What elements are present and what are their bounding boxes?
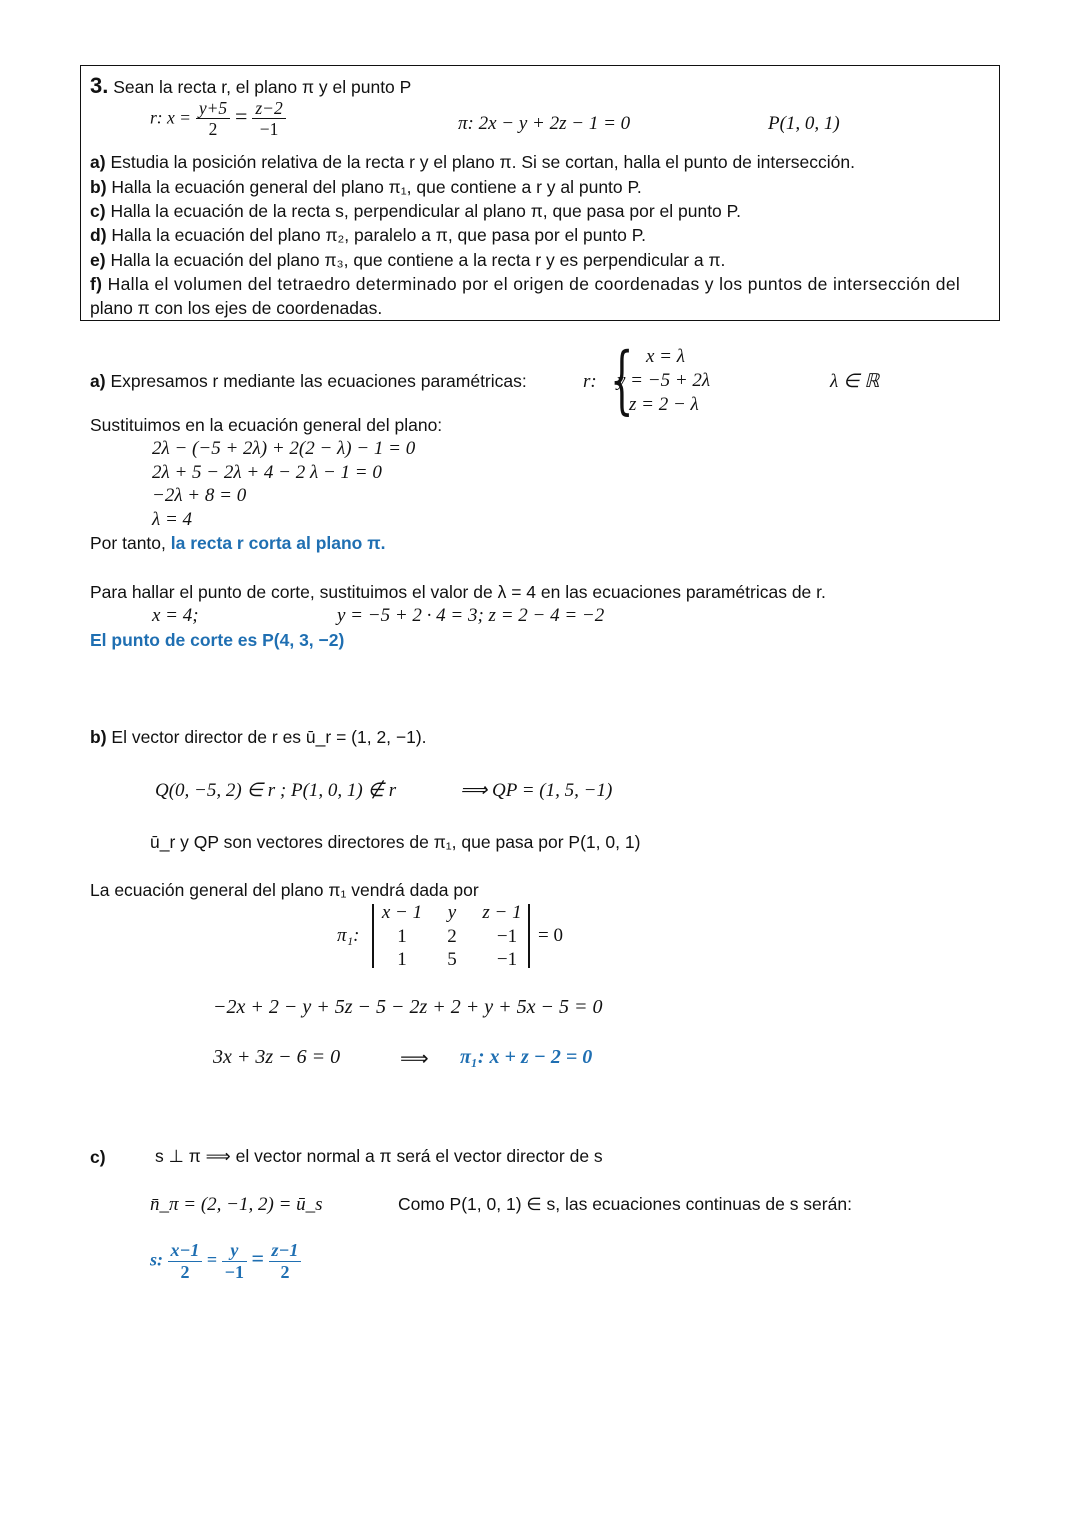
implies-arrow: ⟹ [400, 1048, 429, 1070]
normal-vector: n̄_π = (2, −1, 2) = ū_s [150, 1194, 323, 1215]
point-p: P(1, 0, 1) [768, 113, 840, 134]
param-brace: { [610, 337, 634, 423]
lambda-domain: λ ∈ ℝ [830, 371, 880, 392]
perpendicular-line: s ⊥ π ⟹ el vector normal a π será el vector director de s [155, 1146, 603, 1166]
step-2: 2λ + 5 − 2λ + 4 − 2 λ − 1 = 0 [152, 462, 382, 483]
substitution-intro: Sustituimos en la ecuación general del plano: [90, 415, 443, 435]
line-r-equation: r: x = $\frac{y+5}{2}$ = $\frac{z-2}{-1}$ [150, 98, 286, 139]
step-3: −2λ + 8 = 0 [152, 485, 247, 506]
expansion: −2x + 2 − y + 5z − 5 − 2z + 2 + y + 5x − 5 = 0 [213, 996, 603, 1018]
cut-point-intro: Para hallar el punto de corte, sustituimos el valor de λ = 4 en las ecuaciones paramétricas de r. [90, 582, 826, 602]
statement-item-c: c) Halla la ecuación de la recta s, perpendicular al plano π, que pasa por el punto P. [90, 201, 741, 221]
fraction-1: $\frac{y+5}{2}$ [196, 98, 230, 139]
step-4: λ = 4 [152, 509, 193, 530]
fraction-2: $\frac{z-2}{-1}$ [252, 98, 285, 139]
determinant-label: π₁: [337, 925, 360, 946]
simplified-equation: 3x + 3z − 6 = 0 [213, 1046, 341, 1068]
param-line-z: z = 2 − λ [629, 394, 699, 415]
continuous-equations-intro: Como P(1, 0, 1) ∈ s, las ecuaciones continuas de s serán: [398, 1194, 852, 1214]
determinant-equals: = 0 [538, 925, 563, 946]
param-label: r: [583, 371, 597, 392]
qp-vector: ⟹ QP = (1, 5, −1) [460, 780, 613, 801]
param-line-x: x = λ [646, 346, 685, 367]
statement-item-d: d) Halla la ecuación del plano π₂, paralelo a π, que pasa por el punto P. [90, 225, 646, 245]
plane-pi1-result: π₁: x + z − 2 = 0 [460, 1046, 593, 1068]
problem-number: 3. [90, 73, 109, 98]
statement-header [90, 73, 411, 99]
cut-yz: y = −5 + 2 · 4 = 3; z = 2 − 4 = −2 [337, 605, 605, 626]
s-fraction-1: $\frac{x-1}{2}$ [168, 1240, 203, 1282]
statement-item-b: b) Halla la ecuación general del plano π₁, que contiene a r y al punto P. [90, 177, 642, 197]
plane-pi-equation: π: 2x − y + 2z − 1 = 0 [458, 113, 631, 134]
part-c-tag: c) [90, 1147, 106, 1167]
statement-item-e: e) Halla la ecuación del plano π₃, que contiene a la recta r y es perpendicular a π. [90, 250, 726, 270]
part-b-director: b) El vector director de r es ū_r = (1, 2, −1). [90, 727, 427, 747]
cut-point-result: El punto de corte es P(4, 3, −2) [90, 630, 345, 650]
directors-line: ū_r y QP son vectores directores de π₁, que pasa por P(1, 0, 1) [150, 832, 641, 852]
statement-item-f-cont: plano π con los ejes de coordenadas. [90, 298, 383, 318]
statement-item-f: f) Halla el volumen del tetraedro determinado por el origen de coordenadas y los puntos de intersección del [90, 274, 961, 294]
param-line-y: y = −5 + 2λ [617, 370, 711, 391]
statement-intro: Sean la recta r, el plano π y el punto P [113, 77, 412, 97]
general-equation-intro: La ecuación general del plano π₁ vendrá dada por [90, 880, 479, 900]
cut-x: x = 4; [152, 605, 199, 626]
s-fraction-2: $\frac{y}{-1}$ [222, 1240, 247, 1282]
line-s-equation: s: $\frac{x-1}{2}$ = $\frac{y}{-1}$ = $\frac{z-1}{2}$ [150, 1240, 301, 1282]
determinant: x − 1 y z − 1 1 2 −1 1 5 −1 [372, 904, 532, 968]
part-a-intro: a) Expresamos r mediante las ecuaciones paramétricas: [90, 371, 527, 391]
step-1: 2λ − (−5 + 2λ) + 2(2 − λ) − 1 = 0 [152, 438, 416, 459]
s-fraction-3: $\frac{z-1}{2}$ [269, 1240, 302, 1282]
points-line: Q(0, −5, 2) ∈ r ; P(1, 0, 1) ∉ r [155, 780, 397, 801]
statement-item-a: a) Estudia la posición relativa de la recta r y el plano π. Si se cortan, halla el punto de intersección. [90, 152, 856, 172]
part-a-conclusion: Por tanto, la recta r corta al plano π. [90, 533, 386, 553]
